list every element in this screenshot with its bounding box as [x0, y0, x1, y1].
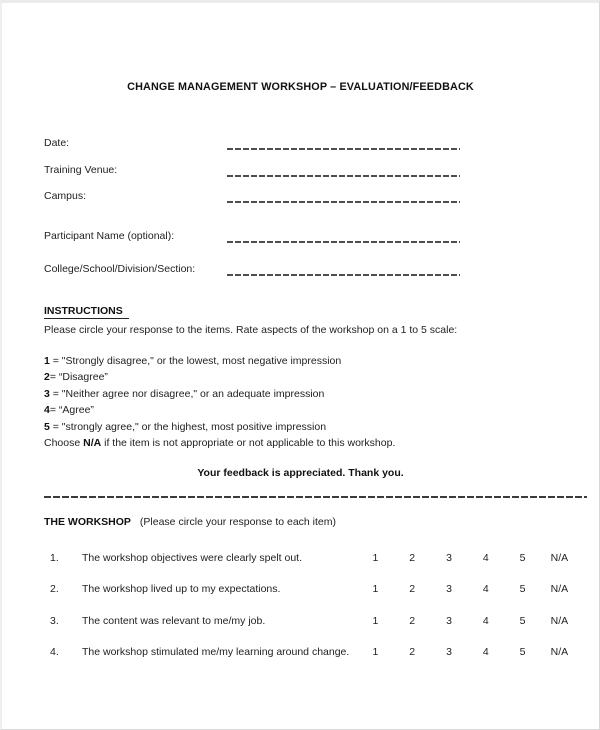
college-school-field-label: College/School/Division/Section: [44, 263, 196, 275]
participant-name-field-label: Participant Name (optional): [44, 230, 175, 242]
rating-option-1[interactable]: 1 [372, 646, 379, 658]
college-school-fill-in-line[interactable] [227, 274, 460, 276]
scale-number: 3 [44, 387, 50, 400]
item-text: The workshop objectives were clearly spelt out. [82, 552, 303, 564]
scale-number: 1 [44, 355, 50, 367]
scale-line-4 [44, 402, 395, 418]
instructions-intro: Please circle your response to the items. Rate aspects of the workshop on a 1 to 5 scale: [44, 324, 458, 336]
scale-description: = "Strongly disagree," or the lowest, most negative impression [49, 355, 342, 367]
field-row-date [2, 137, 599, 154]
na-note-bold: N/A [83, 437, 102, 450]
rating-option-na[interactable]: N/A [550, 646, 569, 658]
scale-description: = “Agree” [49, 404, 94, 417]
workshop-heading-label: THE WORKSHOP [44, 516, 131, 528]
campus-fill-in-line[interactable] [227, 201, 460, 203]
rating-option-5[interactable]: 5 [519, 583, 526, 595]
workshop-item-row-3 [2, 615, 599, 629]
rating-option-4[interactable]: 4 [482, 583, 489, 595]
na-note-prefix: Choose [44, 437, 84, 450]
scale-description: = "Neither agree nor disagree," or an adequate impression [49, 387, 325, 400]
rating-option-5[interactable]: 5 [519, 615, 526, 627]
rating-option-1[interactable]: 1 [372, 552, 379, 564]
workshop-section-heading [44, 516, 336, 528]
rating-options-row [357, 552, 578, 564]
workshop-item-row-4 [2, 646, 599, 660]
rating-option-3[interactable]: 3 [446, 615, 452, 627]
rating-option-4[interactable]: 4 [482, 615, 489, 627]
field-row-campus [2, 190, 599, 207]
rating-option-na[interactable]: N/A [550, 615, 569, 627]
item-number: 2. [50, 583, 59, 595]
rating-options-row [357, 583, 578, 595]
training-venue-fill-in-line[interactable] [227, 175, 460, 177]
scale-description: = “Disagree” [49, 371, 108, 384]
rating-option-2[interactable]: 2 [409, 583, 416, 595]
rating-option-1[interactable]: 1 [372, 615, 379, 627]
participant-name-fill-in-line[interactable] [227, 241, 460, 243]
rating-option-3[interactable]: 3 [446, 646, 452, 658]
rating-option-4[interactable]: 4 [482, 552, 489, 564]
field-row-college-school [2, 263, 599, 280]
item-text: The content was relevant to me/my job. [82, 615, 266, 627]
rating-option-na[interactable]: N/A [550, 552, 569, 564]
scale-number: 5 [44, 420, 50, 433]
rating-option-5[interactable]: 5 [519, 646, 526, 658]
training-venue-field-label: Training Venue: [44, 164, 118, 176]
rating-option-1[interactable]: 1 [372, 583, 379, 595]
rating-options-row [357, 615, 578, 627]
field-row-training-venue [2, 164, 599, 181]
workshop-item-row-1 [2, 552, 599, 566]
scale-line-5 [44, 419, 395, 435]
item-number: 3. [50, 615, 59, 627]
rating-option-2[interactable]: 2 [409, 615, 416, 627]
section-divider-line [44, 496, 587, 498]
scale-description: = "strongly agree," or the highest, most positive impression [49, 420, 327, 433]
na-note-suffix: if the item is not appropriate or not applicable to this workshop. [101, 437, 396, 450]
item-text: The workshop stimulated me/my learning around change. [82, 646, 350, 658]
scale-line-1 [44, 353, 395, 369]
scale-number: 2 [44, 371, 50, 384]
scale-line-3 [44, 386, 395, 402]
na-note [44, 435, 395, 451]
date-field-label: Date: [44, 137, 70, 149]
rating-scale-legend [44, 353, 395, 451]
rating-option-na[interactable]: N/A [550, 583, 569, 595]
rating-option-2[interactable]: 2 [409, 552, 416, 564]
item-text: The workshop lived up to my expectations. [82, 583, 281, 595]
item-number: 1. [50, 552, 59, 564]
rating-options-row [357, 646, 578, 658]
thanks-note: Your feedback is appreciated. Thank you. [197, 467, 404, 479]
scale-number: 4 [44, 404, 50, 417]
workshop-item-row-2 [2, 583, 599, 597]
rating-option-4[interactable]: 4 [482, 646, 489, 658]
rating-option-2[interactable]: 2 [409, 646, 416, 658]
rating-option-3[interactable]: 3 [446, 552, 452, 564]
campus-field-label: Campus: [44, 190, 87, 202]
page-title: CHANGE MANAGEMENT WORKSHOP – EVALUATION/FEEDBACK [127, 81, 474, 93]
date-fill-in-line[interactable] [227, 148, 460, 150]
rating-option-5[interactable]: 5 [519, 552, 526, 564]
item-number: 4. [50, 646, 59, 658]
scale-line-2 [44, 369, 395, 385]
instructions-heading: INSTRUCTIONS [44, 305, 129, 319]
rating-option-3[interactable]: 3 [446, 583, 452, 595]
workshop-subheading: (Please circle your response to each item) [139, 516, 337, 528]
field-row-participant-name [2, 230, 599, 247]
